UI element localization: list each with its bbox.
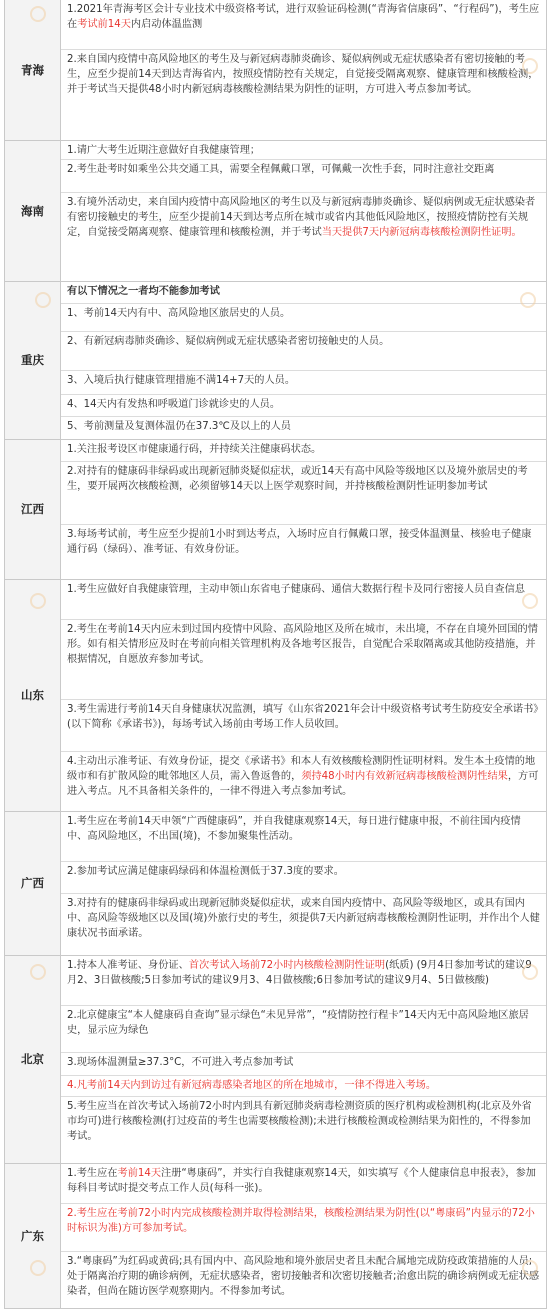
watermark-logo-icon [520,292,536,308]
province-row [4,1164,547,1309]
requirement-item [61,0,546,50]
requirement-item [61,371,546,395]
highlighted-text: 考试前14天 [77,19,131,30]
watermark-logo-icon [522,593,538,609]
watermark-logo-icon [30,964,46,980]
highlighted-text: 须持48小时内有效新冠病毒核酸检测阴性结果 [301,771,508,782]
requirement-item [61,282,546,304]
requirement-item [61,1097,546,1164]
requirement-item [61,440,546,462]
requirement-text: 2.考生在考前14天内应未到过国内疫情中风险、高风险地区及所在城市，未出境，不存在自境外回国的情形。如有相关情形应及时在考前向相关管理机构及各地考区报告，自觉配合采取隔离或其他防疫措施，并根据情况，自愿放弃参加考试。 [67,624,538,665]
province-row [4,282,547,440]
requirement-item [61,1076,546,1097]
requirement-list [61,580,546,811]
requirement-text: 3.对持有的健康码非绿码或出现新冠肺炎疑似症状，或来自国内疫情中、高风险等级地区，或具有国内中、高风险等级地区以及国(境)外旅行史的考生，须提供7天内新冠病毒核酸检测阴性证明，并作出个人健康状况书面承诺。 [67,898,540,939]
requirement-text: 1.考生应做好自我健康管理，主动申领山东省电子健康码、通信大数据行程卡及同行密接人员自查信息 [67,584,525,595]
epidemic-requirements-table [4,0,547,1309]
province-row [4,141,547,282]
province-row [4,580,547,812]
requirement-list [61,812,546,955]
requirement-list [61,141,546,281]
requirement-text: 2.对持有的健康码非绿码或出现新冠肺炎疑似症状，或近14天有高中风险等级地区以及境外旅居史的考生，要开展两次核酸检测，必须留够14天以上医学观察时间，并持核酸检测阴性证明参加考试 [67,466,528,492]
requirement-text: 1.考生应在考前14天申领“广西健康码”，并自我健康观察14天，每日进行健康申报，不前往国内疫情中、高风险地区，不出国(境)，不参加聚集性活动。 [67,816,521,842]
requirement-text: 注册“粤康码”，并实行自我健康观察14天，如实填写《个人健康信息申报表》，参加每科目考试时提交考点工作人员(每科一张)。 [67,1168,536,1194]
requirement-item [61,332,546,371]
requirement-item [61,812,546,862]
requirement-text: 2、有新冠病毒肺炎确诊、疑似病例或无症状感染者密切接触史的人员。 [67,336,390,347]
watermark-logo-icon [30,6,46,22]
requirement-list [61,0,546,140]
watermark-logo-icon [30,593,46,609]
watermark-logo-icon [35,292,51,308]
requirement-item [61,417,546,440]
requirement-text: ，方可进入考点。凡不具备相关条件的，一律不得进入考点参加考试。 [67,771,539,797]
requirement-text: 2.参加考试应满足健康码绿码和体温检测低于37.3度的要求。 [67,866,344,877]
requirement-list [61,956,546,1163]
requirement-item [61,141,546,160]
requirement-item [61,50,546,141]
requirement-text: 3.现场体温测量≥37.3°C，不可进入考点参加考试 [67,1057,294,1068]
requirement-text: 3.每场考试前，考生应至少提前1小时到达考点，入场时应自行佩戴口罩，接受体温测量、核验电子健康通行码（绿码）、准考证、有效身份证。 [67,529,532,555]
requirement-item [61,1252,546,1309]
requirement-item [61,862,546,894]
requirement-item [61,894,546,956]
highlighted-text: 考前14天 [117,1168,162,1179]
highlighted-text: 首次考试入场前72小时内核酸检测阴性证明 [188,960,386,971]
requirement-list [61,440,546,579]
province-name: 广东 [5,1164,61,1308]
requirement-text: (纸质) (9月4日参加考试的建议9月2、3日做核酸;5日参加考试的建议9月3、4日做核酸;6日参加考试的建议9月4、5日做核酸) [67,960,532,986]
requirement-item [61,1053,546,1076]
requirement-item [61,462,546,525]
requirement-text: 2.考生赴考时如乘坐公共交通工具，需要全程佩戴口罩，可佩戴一次性手套，同时注意社交距离 [67,164,495,175]
requirement-text: 2.来自国内疫情中高风险地区的考生及与新冠病毒肺炎确诊、疑似病例或无症状感染者有密切接触的考生，应至少提前14天到达青海省内，按照疫情防控有关规定，自觉接受隔离观察、健康管理和核酸检测，并于考试当天提供48小时内新冠病毒核酸检测结果为阴性的证明，方可进入考点参加考试。 [67,54,539,95]
requirement-text: 1.考生应在 [67,1168,118,1179]
watermark-logo-icon [522,1260,538,1276]
province-row [4,956,547,1164]
requirement-text: 内启动体温监测 [130,19,203,30]
requirement-item [61,304,546,332]
requirement-text: 3.“粤康码”为红码或黄码;具有国内中、高风险地和境外旅居史者且未配合属地完成防疫政策措施的人员;处于隔离治疗期的确诊病例，无症状感染者，密切接触者和次密切接触者;治愈出院的确诊病例或无症状感染者，但尚在随访医学观察期内。不得参加考试。 [67,1256,540,1297]
requirement-item [61,956,546,1006]
province-name: 重庆 [5,282,61,439]
requirement-text: 1、考前14天内有中、高风险地区旅居史的人员。 [67,308,291,319]
province-name: 北京 [5,956,61,1163]
watermark-logo-icon [522,964,538,980]
requirement-item [61,1204,546,1252]
requirement-text: 3、入境后执行健康管理措施不满14+7天的人员。 [67,375,296,386]
watermark-logo-icon [522,58,538,74]
requirement-text: 5、考前测量及复测体温仍在37.3℃及以上的人员 [67,421,291,432]
requirement-item [61,1164,546,1204]
province-name: 青海 [5,0,61,140]
province-row [4,812,547,956]
highlighted-text: 4.凡考前14天内到访过有新冠病毒感染者地区的所在地城市，一律不得进入考场。 [67,1080,437,1091]
requirement-text: 1.持本人准考证、身份证、 [67,960,189,971]
requirement-item [61,525,546,580]
requirement-text: 1.关注报考设区市健康通行码，并持续关注健康码状态。 [67,444,322,455]
requirement-text: 3.考生需进行考前14天自身健康状况监测，填写《山东省2021年会计中级资格考试考生防疫安全承诺书》(以下简称《承诺书》)，每场考试入场前由考场工作人员收回。 [67,704,539,730]
requirement-text: 3.有境外活动史，来自国内疫情中高风险地区的考生以及与新冠病毒肺炎确诊、疑似病例或无症状感染者有密切接触史的考生，应至少提前14天到达考点所在城市或省内其他低风险地区，按照疫情防控有关规定，自觉接受隔离观察、健康管理和核酸检测，并于考试 [67,197,536,238]
province-row [4,440,547,580]
requirement-text: 有以下情况之一者均不能参加考试 [67,286,220,297]
requirement-item [61,752,546,812]
requirement-item [61,193,546,282]
province-name: 广西 [5,812,61,955]
province-name: 江西 [5,440,61,579]
requirement-item [61,700,546,752]
requirement-item [61,1006,546,1053]
highlighted-text: 当天提供7天内新冠病毒核酸检测阴性证明。 [321,227,522,238]
highlighted-text: 2.考生应在考前72小时内完成核酸检测并取得检测结果，核酸检测结果为阴性(以“粤康码”内显示的72小时标识为准)方可参加考试。 [67,1208,535,1234]
province-row [4,0,547,141]
requirement-list [61,282,546,439]
requirement-text: 5.考生应当在首次考试入场前72小时内到具有新冠肺炎病毒检测资质的医疗机构或检测机构(北京及外省市均可)进行核酸检测(打过疫苗的考生也需要核酸检测);未进行核酸检测或检测结果为阳性的，不得参加考试。 [67,1101,532,1142]
requirement-text: 4.主动出示准考证、有效身份证，提交《承诺书》和本人有效核酸检测阴性证明材料。发生本土疫情的地级市和有扩散风险的毗邻地区人员，需入鲁返鲁的， [67,756,536,782]
province-name: 山东 [5,580,61,811]
watermark-logo-icon [30,1260,46,1276]
requirement-text: 4、14天内有发热和呼吸道门诊就诊史的人员。 [67,399,281,410]
requirement-item [61,580,546,620]
requirement-list [61,1164,546,1308]
requirement-item [61,395,546,417]
requirement-text: 2.北京健康宝“本人健康码自查询”显示绿色“未见异常”，“疫情防控行程卡”14天内无中高风险地区旅居史，显示应为绿色 [67,1010,529,1036]
requirement-item [61,620,546,700]
requirement-text: 1.请广大考生近期注意做好自我健康管理； [67,145,261,156]
requirement-item [61,160,546,193]
province-name: 海南 [5,141,61,281]
requirement-text: 1.2021年青海考区会计专业技术中级资格考试，进行双验证码检测(“青海省信康码”、“行程码”)，考生应在 [67,4,540,30]
